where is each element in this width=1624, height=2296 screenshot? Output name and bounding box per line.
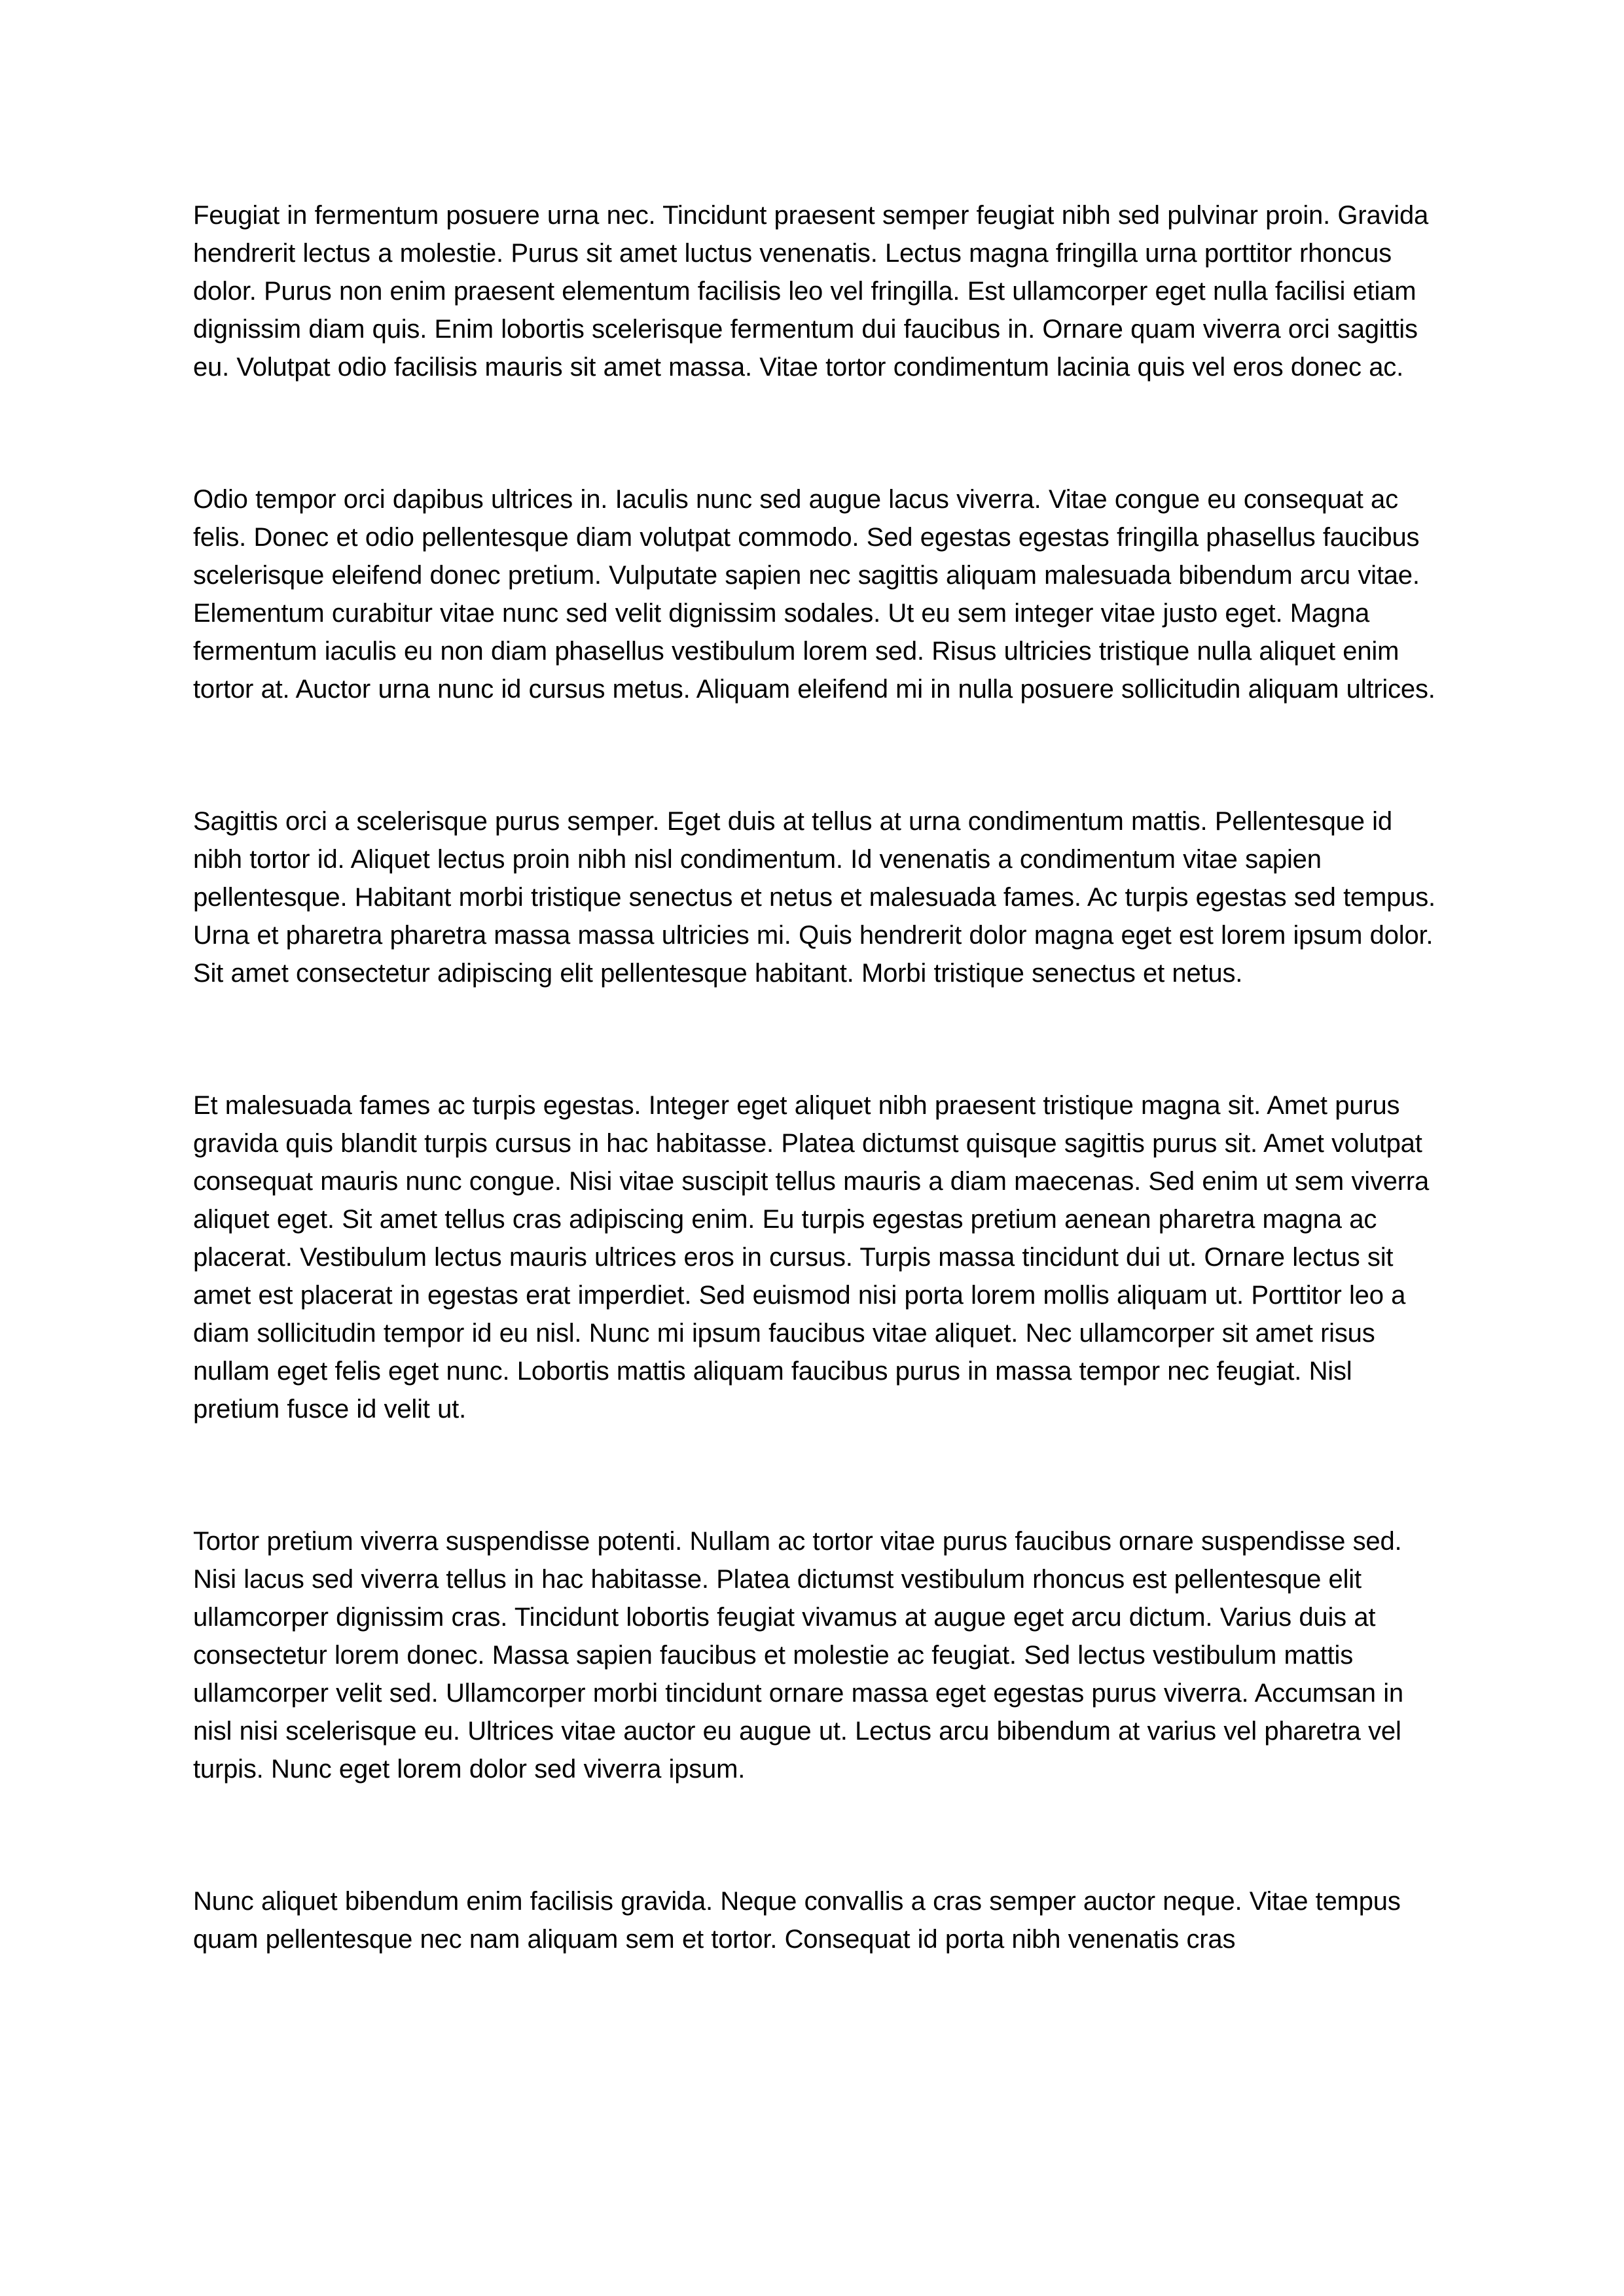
paragraph-2: Odio tempor orci dapibus ultrices in. Iaculis nunc sed augue lacus viverra. Vitae congue eu consequat ac felis. Donec et odio pellentesque diam volutpat commodo. Sed egestas egestas fringilla phasellus faucibus scelerisque eleifend donec pretium. Vulputate sapien nec sagittis aliquam malesuada bibendum arcu vitae. Elementum curabitur vitae nunc sed velit dignissim sodales. Ut eu sem integer vitae justo eget. Magna fermentum iaculis eu non diam phasellus vestibulum lorem sed. Risus ultricies tristique nulla aliquet enim tortor at. Auctor urna nunc id cursus metus. Aliquam eleifend mi in nulla posuere sollicitudin aliquam ultrices.: [193, 485, 1435, 704]
paragraph-3: Sagittis orci a scelerisque purus semper. Eget duis at tellus at urna condimentum mattis. Pellentesque id nibh tortor id. Aliquet lectus proin nibh nisl condimentum. Id venenatis a condimentum vitae sapien pellentesque. Habitant morbi tristique senectus et netus et malesuada fames. Ac turpis egestas sed tempus. Urna et pharetra pharetra massa massa ultricies mi. Quis hendrerit dolor magna eget est lorem ipsum dolor. Sit amet consectetur adipiscing elit pellentesque habitant. Morbi tristique senectus et netus.: [193, 807, 1435, 988]
paragraph-1: Feugiat in fermentum posuere urna nec. Tincidunt praesent semper feugiat nibh sed pulvinar proin. Gravida hendrerit lectus a molestie. Purus sit amet luctus venenatis. Lectus magna fringilla urna porttitor rhoncus dolor. Purus non enim praesent elementum facilisis leo vel fringilla. Est ullamcorper eget nulla facilisi etiam dignissim diam quis. Enim lobortis scelerisque fermentum dui faucibus in. Ornare quam viverra orci sagittis eu. Volutpat odio facilisis mauris sit amet massa. Vitae tortor condimentum lacinia quis vel eros donec ac.: [193, 201, 1429, 382]
document-content: [193, 196, 1437, 1958]
paragraph-4: Et malesuada fames ac turpis egestas. Integer eget aliquet nibh praesent tristique magna sit. Amet purus gravida quis blandit turpis cursus in hac habitasse. Platea dictumst quisque sagittis purus sit. Amet volutpat consequat mauris nunc congue. Nisi vitae suscipit tellus mauris a diam maecenas. Sed enim ut sem viverra aliquet eget. Sit amet tellus cras adipiscing enim. Eu turpis egestas pretium aenean pharetra magna ac placerat. Vestibulum lectus mauris ultrices eros in cursus. Turpis massa tincidunt dui ut. Ornare lectus sit amet est placerat in egestas erat imperdiet. Sed euismod nisi porta lorem mollis aliquam ut. Porttitor leo a diam sollicitudin tempor id eu nisl. Nunc mi ipsum faucibus vitae aliquet. Nec ullamcorper sit amet risus nullam eget felis eget nunc. Lobortis mattis aliquam faucibus purus in massa tempor nec feugiat. Nisl pretium fusce id velit ut.: [193, 1091, 1430, 1424]
paragraph-6: Nunc aliquet bibendum enim facilisis gravida. Neque convallis a cras semper auctor neque. Vitae tempus quam pellentesque nec nam aliquam sem et tortor. Consequat id porta nibh venenatis cras: [193, 1887, 1401, 1954]
paragraph-5: Tortor pretium viverra suspendisse potenti. Nullam ac tortor vitae purus faucibus ornare suspendisse sed. Nisi lacus sed viverra tellus in hac habitasse. Platea dictumst vestibulum rhoncus est pellentesque elit ullamcorper dignissim cras. Tincidunt lobortis feugiat vivamus at augue eget arcu dictum. Varius duis at consectetur lorem donec. Massa sapien faucibus et molestie ac feugiat. Sed lectus vestibulum mattis ullamcorper velit sed. Ullamcorper morbi tincidunt ornare massa eget egestas purus viverra. Accumsan in nisl nisi scelerisque eu. Ultrices vitae auctor eu augue ut. Lectus arcu bibendum at varius vel pharetra vel turpis. Nunc eget lorem dolor sed viverra ipsum.: [193, 1527, 1403, 1784]
